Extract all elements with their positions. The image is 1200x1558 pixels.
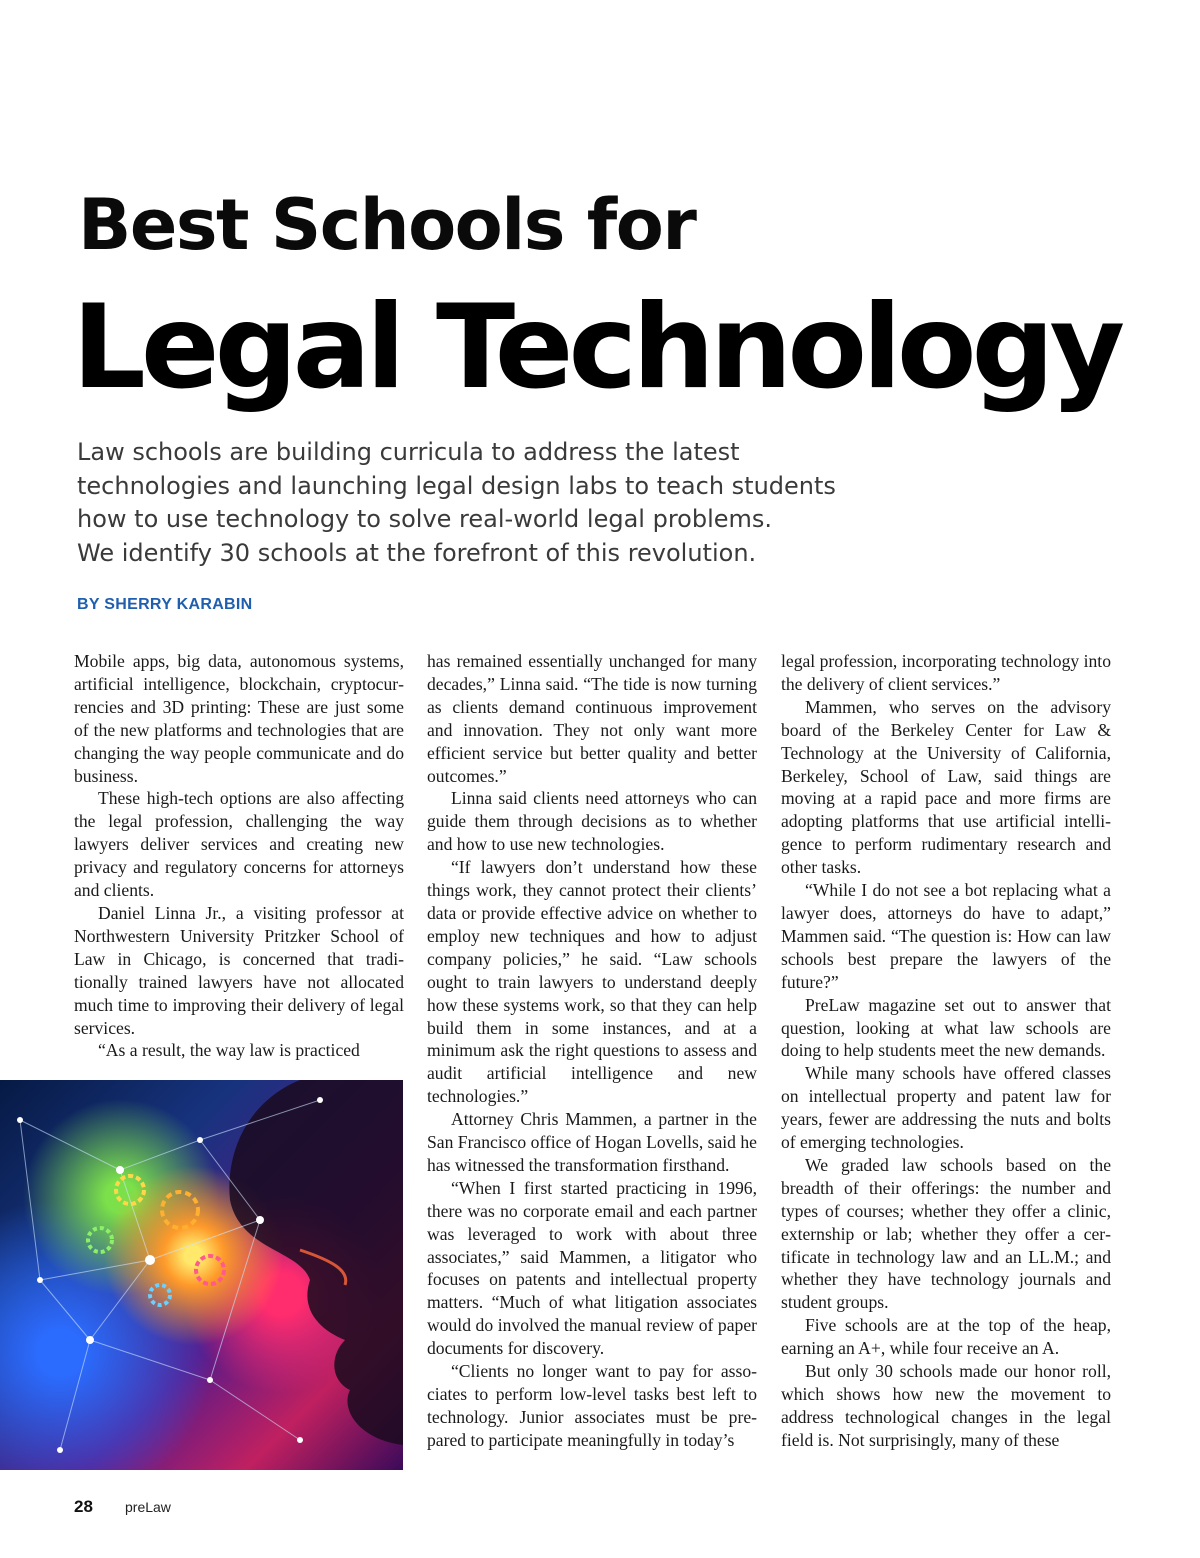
ai-head-illustration xyxy=(0,1080,403,1470)
paragraph: “Clients no longer want to pay for associates to perform low-level tasks best left to technology. Junior associates must be prepared to participate meaningfully in today’s xyxy=(427,1361,757,1450)
deck-line: We identify 30 schools at the forefront of this revolution. xyxy=(77,538,757,567)
deck-subheading xyxy=(77,436,877,570)
headline-line-1: Best Schools for xyxy=(78,184,696,266)
paragraph: “While I do not see a bot replacing what a lawyer does, attorneys do have to adapt,” Mammen said. “The question is: How can law schools best prepare the lawyers of the future?” xyxy=(781,880,1111,992)
paragraph: has remained essentially unchanged for many decades,” Linna said. “The tide is now turning as clients demand continuous improvement and innovation. They not only want more efficient service but better quality and better outcomes.” xyxy=(427,651,757,786)
paragraph: Daniel Linna Jr., a visiting professor at Northwestern University Pritzker School of Law in Chicago, is concerned that traditionally trained lawyers have not allocated much time to improving their delivery of legal services. xyxy=(74,902,404,1038)
paragraph: Linna said clients need attorneys who can guide them through decisions as to whether and how to use new technologies. xyxy=(427,788,757,855)
deck-line: technologies and launching legal design labs to teach students xyxy=(77,471,836,500)
paragraph: Mammen, who serves on the advisory board of the Berkeley Center for Law & Technology at the University of California, Berkeley, School of Law, said things are moving at a rapid pace and more firms are adopting platforms that use artificial intelligence to perform rudimentary research and other tasks. xyxy=(781,696,1111,878)
paragraph: “When I first started practicing in 1996, there was no corporate email and each partner was leveraged to work with about three associates,” said Mammen, a litigator who focuses on patents and intellectual property matters. “Much of what litigation associates would do involved the manual review of paper documents for discovery. xyxy=(427,1177,757,1359)
byline: BY SHERRY KARABIN xyxy=(77,596,253,613)
paragraph: We graded law schools based on the breadth of their offerings: the number and types of courses; whether they offer a clinic, externship or lab; whether they offer a certificate in technology law and an LL.M.; and whether they have technology journals and student groups. xyxy=(781,1154,1111,1313)
body-column-3 xyxy=(781,650,1111,1452)
deck-line: Law schools are building curricula to address the latest xyxy=(77,438,740,466)
paragraph: Mobile apps, big data, autonomous systems, artificial intelligence, blockchain, cryptocurrencies and 3D printing: These are just some of the new platforms and technologies that are changing the way people communicate and do business. xyxy=(74,651,404,786)
paragraph: While many schools have offered classes on intellectual property and patent law for years, fewer are addressing the nuts and bolts of emerging technologies. xyxy=(781,1063,1111,1153)
paragraph: But only 30 schools made our honor roll, which shows how new the movement to address technological changes in the legal field is. Not surprisingly, many of these xyxy=(781,1361,1111,1450)
paragraph: PreLaw magazine set out to answer that question, looking at what law schools are doing to help students meet the new demands. xyxy=(781,994,1111,1061)
body-column-2 xyxy=(427,650,757,1452)
paragraph: These high-tech options are also affecting the legal profession, challenging the way lawyers deliver services and creating new privacy and regulatory concerns for attorneys and clients. xyxy=(74,788,404,901)
paragraph: Five schools are at the top of the heap, earning an A+, while four receive an A. xyxy=(781,1315,1111,1359)
magazine-name: preLaw xyxy=(125,1499,171,1515)
deck-line: how to use technology to solve real-world legal problems. xyxy=(77,505,773,533)
neural-network-graphic xyxy=(0,1080,403,1470)
body-column-1 xyxy=(74,650,404,1062)
paragraph: “If lawyers don’t understand how these things work, they cannot protect their clients’ data or provide effective advice on whether to employ new techniques and how to adjust company policies,” he said. “Law schools ought to train lawyers to understand deeply how these systems work, so that they can help build them in some instances, and at a minimum ask the right questions to assess and audit artificial intelligence and new technologies.” xyxy=(427,857,757,1107)
paragraph: Attorney Chris Mammen, a partner in the San Francisco office of Hogan Lovells, said he has witnessed the transformation firsthand. xyxy=(427,1109,757,1175)
paragraph: “As a result, the way law is practiced xyxy=(98,1040,360,1061)
page-number: 28 xyxy=(74,1497,93,1516)
paragraph: legal profession, incorporating technology into the delivery of client services.” xyxy=(781,651,1111,694)
headline-line-2: Legal Technology xyxy=(72,280,1121,415)
